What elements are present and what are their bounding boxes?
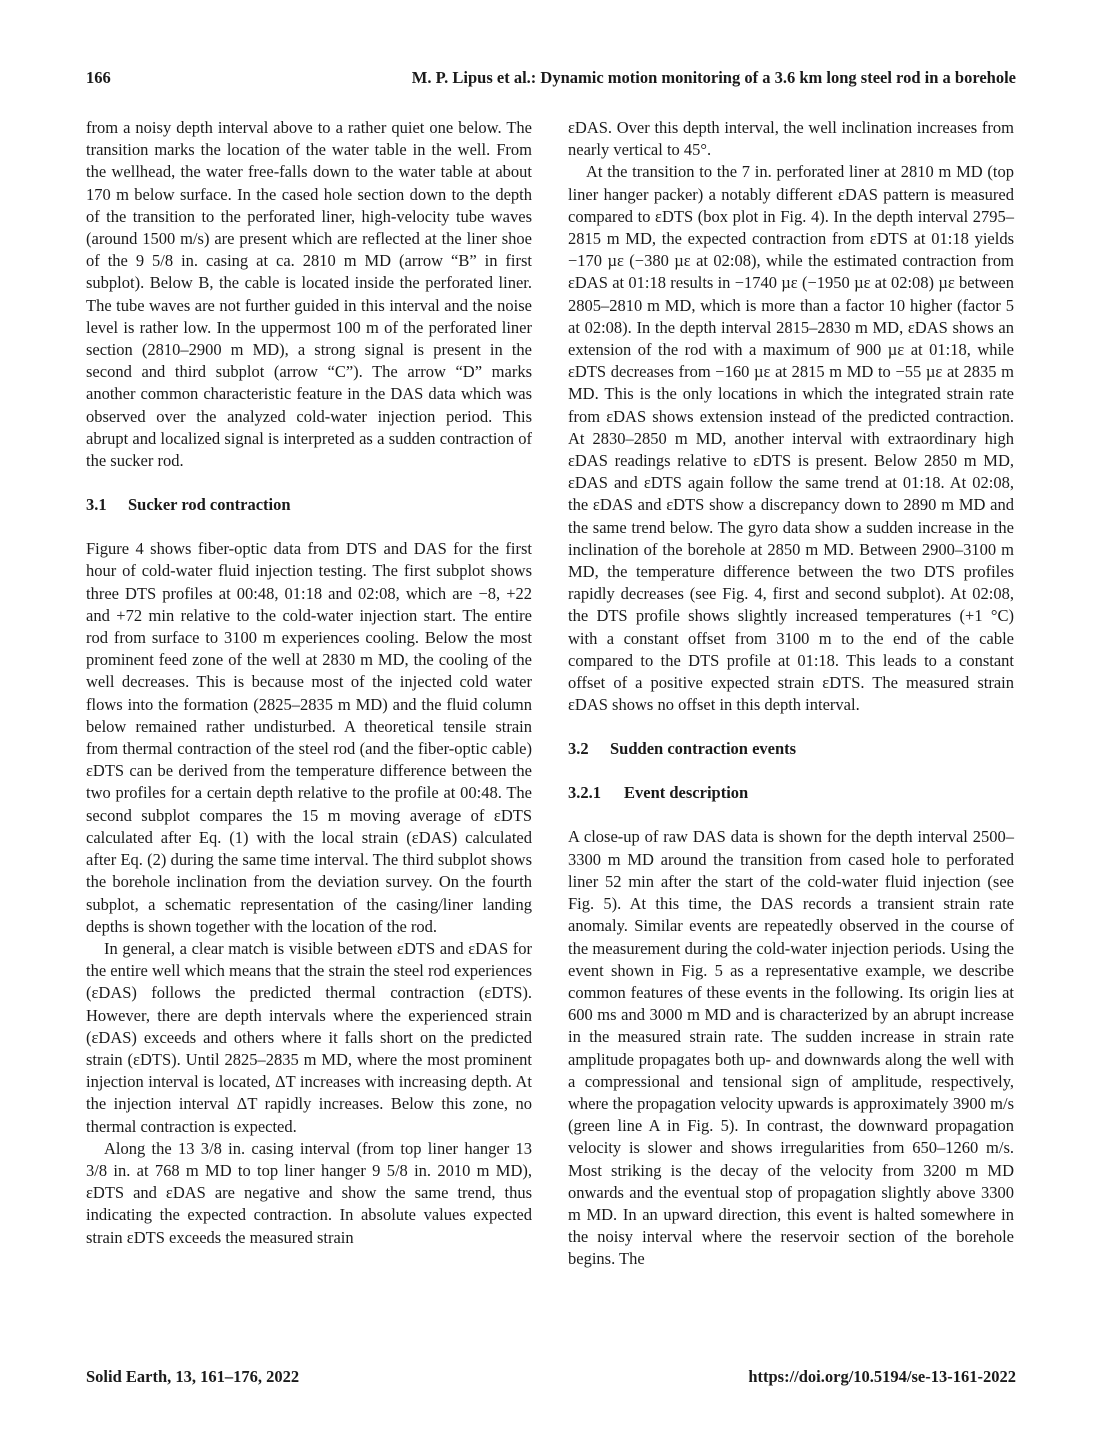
left-column bbox=[86, 117, 532, 1249]
subsection-number: 3.2.1 bbox=[568, 783, 601, 803]
section-heading bbox=[568, 738, 1014, 760]
paragraph: Along the 13 3/8 in. casing interval (from top liner hanger 13 3/8 in. at 768 m MD to top liner hanger 9 5/8 in. 2010 m MD), εDTS and εDAS are negative and show the same trend, thus indicating the expected contraction. In absolute values expected strain εDTS exceeds the measured strain bbox=[86, 1138, 532, 1247]
doi-link[interactable]: https://doi.org/10.5194/se-13-161-2022 bbox=[748, 1367, 1016, 1386]
paragraph: from a noisy depth interval above to a rather quiet one below. The transition marks the location of the water table in the well. From the wellhead, the water free-falls down to the water table at about 170 m below surface. In the cased hole section down to the depth of the transition to the perforated liner, high-velocity tube waves (around 1500 m/s) are present which are reflected at the liner shoe of the 9 5/8 in. casing at ca. 2810 m MD (arrow “B” in first subplot). Below B, the cable is located inside the perforated liner. The tube waves are not further guided in this interval and the noise level is rather low. In the uppermost 100 m of the perforated liner section (2810–2900 m MD), a strong signal is present in the second and third subplot (arrow “C”). The arrow “D” marks another common characteristic feature in the DAS data which was observed over the analyzed cold-water injection period. This abrupt and localized signal is interpreted as a sudden contraction of the sucker rod. bbox=[86, 118, 532, 471]
subsection-heading bbox=[568, 782, 1014, 804]
page-header bbox=[86, 68, 1016, 94]
right-column bbox=[568, 117, 1014, 1271]
paragraph: A close-up of raw DAS data is shown for the depth interval 2500–3300 m MD around the transition from cased hole to perforated liner 52 min after the start of the cold-water fluid injection (see Fig. 5). At this time, the DAS records a transient strain rate anomaly. Similar events are repeatedly observed in the course of the measurement during the cold-water injection periods. Using the event shown in Fig. 5 as a representative example, we describe common features of these events in the following. Its origin lies at 600 ms and 3000 m MD and is characterized by an abrupt increase in the measured strain rate. The sudden increase in strain rate amplitude propagates both up- and downwards along the well with a compressional and tensional sign of amplitude, respectively, where the propagation velocity upwards is approximately 3900 m/s (green line A in Fig. 5). In contrast, the downward propagation velocity is slower and shows irregularities from 650–1260 m/s. Most striking is the decay of the velocity from 3200 m MD onwards and the eventual stop of propagation slightly above 3300 m MD. In an upward direction, this event is halted somewhere in the noisy interval where the reservoir section of the borehole begins. The bbox=[568, 827, 1014, 1269]
paragraph: εDAS. Over this depth interval, the well inclination increases from nearly vertical to 45°. bbox=[568, 118, 1014, 160]
paragraph: At the transition to the 7 in. perforated liner at 2810 m MD (top liner hanger packer) a notably different εDAS pattern is measured compared to εDTS (box plot in Fig. 4). In the depth interval 2795–2815 m MD, the expected contraction from εDTS at 01:18 yields −170 µε (−380 µε at 02:08), while the estimated contraction from εDAS at 01:18 results in −1740 µε (−1950 µε at 02:08) µε between 2805–2810 m MD, which is more than a factor 10 higher (factor 5 at 02:08). In the depth interval 2815–2830 m MD, εDAS shows an extension of the rod with a maximum of 900 µε at 01:18, while εDTS decreases from −160 µε at 2815 m MD to −55 µε at 2835 m MD. This is the only locations in which the integrated strain rate from εDAS shows extension instead of the predicted contraction. At 2830–2850 m MD, another interval with extraordinary high εDAS readings relative to εDTS is present. Below 2850 m MD, εDAS and εDTS again follow the same trend at 01:18. At 02:08, the εDAS and εDTS show a discrepancy down to 2890 m MD and the same trend below. The gyro data show a sudden increase in the inclination of the borehole at 2850 m MD. Between 2900–3100 m MD, the temperature difference between the two DTS profiles rapidly decreases (see Fig. 4, first and second subplot). At 02:08, the DTS profile shows slightly increased temperatures (+1 °C) with a constant offset from 3100 m to the end of the cable compared to the DTS profile at 01:18. This leads to a constant offset of a positive expected strain εDTS. The measured strain εDAS shows no offset in this depth interval. bbox=[568, 162, 1014, 715]
section-title: Sucker rod contraction bbox=[128, 495, 291, 515]
section-number: 3.1 bbox=[86, 495, 107, 515]
section-title: Sudden contraction events bbox=[610, 739, 797, 759]
paragraph: Figure 4 shows fiber-optic data from DTS and DAS for the first hour of cold-water fluid injection testing. The first subplot shows three DTS profiles at 00:48, 01:18 and 02:08, which are −8, +22 and +72 min relative to the cold-water injection start. The entire rod from surface to 3100 m experiences cooling. Below the most prominent feed zone of the well at 2830 m MD, the cooling of the well decreases. This is because most of the injected cold water flows into the formation (2825–2835 m MD) and the fluid column below remained rather undisturbed. A theoretical tensile strain from thermal contraction of the steel rod (and the fiber-optic cable) εDTS can be derived from the temperature difference between the two profiles for a certain depth relative to the profile at 00:48. The second subplot compares the 15 m moving average of εDTS calculated after Eq. (1) with the local strain (εDAS) calculated after Eq. (2) during the same time interval. The third subplot shows the borehole inclination from the deviation survey. On the fourth subplot, a schematic representation of the casing/liner landing depths is shown together with the location of the rod. bbox=[86, 539, 532, 936]
journal-citation: Solid Earth, 13, 161–176, 2022 bbox=[86, 1367, 300, 1386]
paragraph: In general, a clear match is visible between εDTS and εDAS for the entire well which means that the strain the steel rod experiences (εDAS) follows the predicted thermal contraction (εDTS). However, there are depth intervals where the experienced strain (εDAS) exceeds and others where it falls short on the predicted strain (εDTS). Until 2825–2835 m MD, where the most prominent injection interval is located, ΔT increases with increasing depth. At the injection interval ΔT rapidly increases. Below this zone, no thermal contraction is expected. bbox=[86, 938, 532, 1136]
section-number: 3.2 bbox=[568, 739, 589, 759]
running-title: M. P. Lipus et al.: Dynamic motion monitoring of a 3.6 km long steel rod in a borehole bbox=[411, 68, 1016, 87]
page-number: 166 bbox=[86, 68, 111, 87]
page-footer bbox=[86, 1367, 1016, 1391]
section-heading bbox=[86, 494, 532, 516]
subsection-title: Event description bbox=[624, 783, 749, 803]
